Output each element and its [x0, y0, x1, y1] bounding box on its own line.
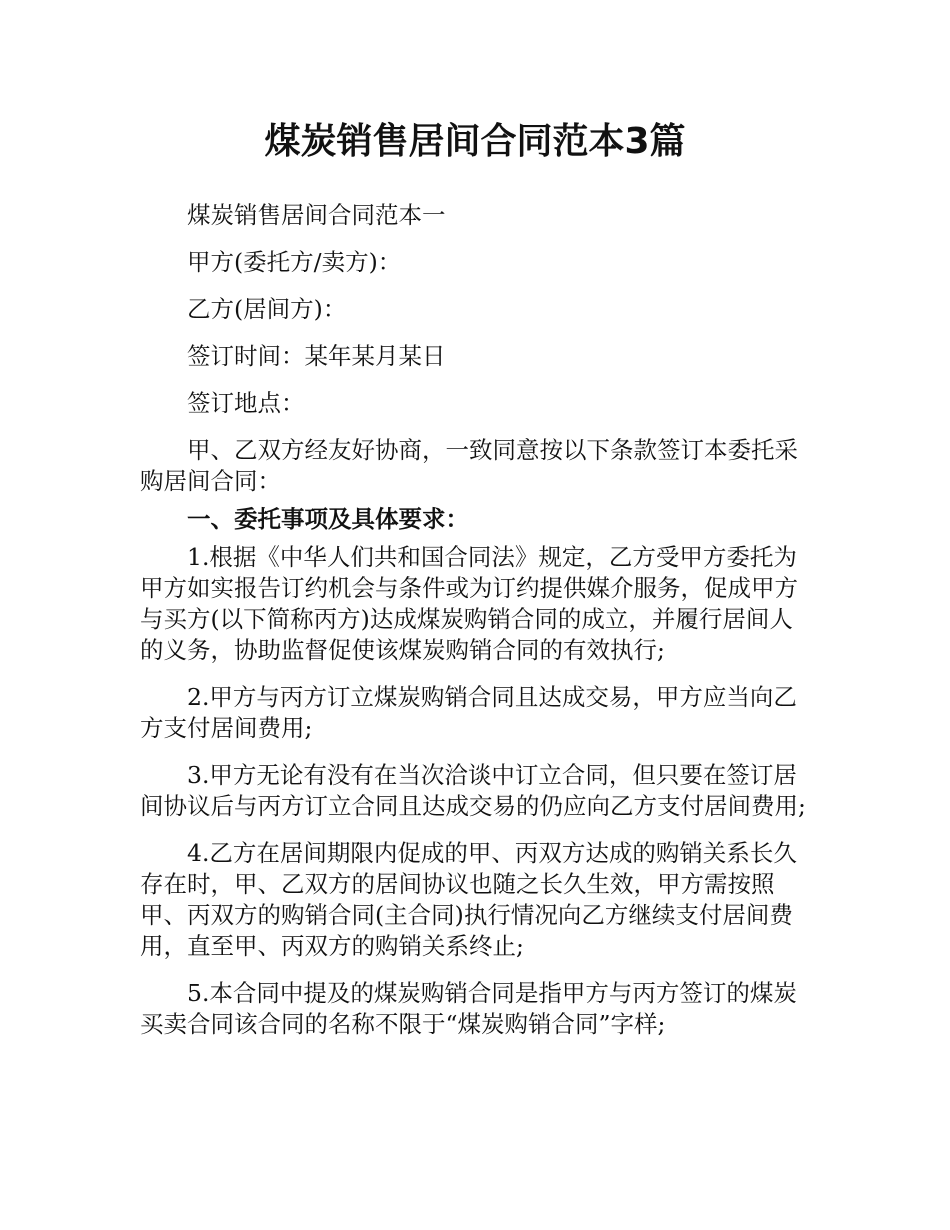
document-body	[140, 200, 812, 1056]
clause-3: 3.甲方无论有没有在当次洽谈中订立合同，但只要在签订居间协议后与丙方订立合同且达成交易的仍应向乙方支付居间费用;	[140, 761, 806, 820]
document-title: 煤炭销售居间合同范本3篇	[264, 121, 686, 162]
section-heading: 一、委托事项及具体要求：	[187, 505, 469, 533]
subtitle-paragraph: 煤炭销售居间合同范本一	[187, 201, 446, 229]
party-a-line: 甲方(委托方/卖方)：	[187, 248, 402, 276]
signing-time-line: 签订时间：某年某月某日	[187, 342, 446, 370]
signing-place-line: 签订地点：	[187, 389, 305, 417]
party-b-line: 乙方(居间方)：	[187, 295, 347, 323]
clause-5: 5.本合同中提及的煤炭购销合同是指甲方与丙方签订的煤炭买卖合同该合同的名称不限于“煤炭购销合同”字样;	[140, 979, 797, 1038]
clause-2: 2.甲方与丙方订立煤炭购销合同且达成交易，甲方应当向乙方支付居间费用;	[140, 683, 797, 742]
clause-4: 4.乙方在居间期限内促成的甲、丙双方达成的购销关系长久存在时，甲、乙双方的居间协议也随之长久生效，甲方需按照甲、丙双方的购销合同(主合同)执行情况向乙方继续支付居间费用，直至甲、丙双方的购销关系终止;	[140, 839, 797, 960]
intro-paragraph: 甲、乙双方经友好协商，一致同意按以下条款签订本委托采购居间合同：	[140, 436, 798, 495]
clause-1: 1.根据《中华人们共和国合同法》规定，乙方受甲方委托为甲方如实报告订约机会与条件或为订约提供媒介服务，促成甲方与买方(以下简称丙方)达成煤炭购销合同的成立，并履行居间人的义务，协助监督促使该煤炭购销合同的有效执行;	[140, 543, 798, 664]
